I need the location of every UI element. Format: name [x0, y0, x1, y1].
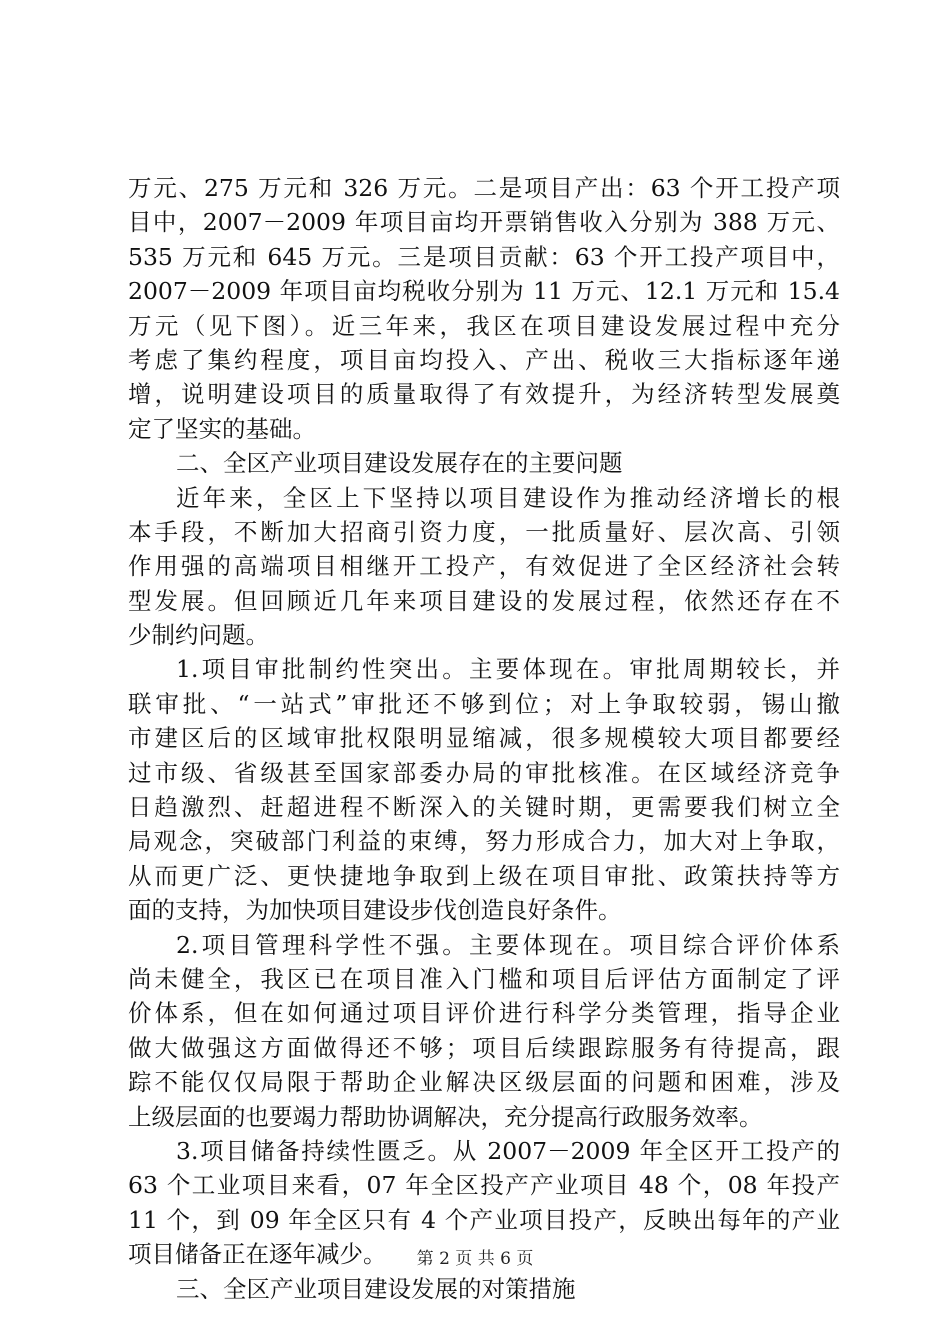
text-line: 从而更广泛、更快捷地争取到上级在项目审批、政策扶持等方 [128, 861, 840, 890]
text-line: 11 个，到 09 年全区只有 4 个产业项目投产，反映出每年的产业 [128, 1205, 840, 1234]
text-line: 3.项目储备持续性匮乏。从 2007－2009 年全区开工投产的 [176, 1136, 840, 1165]
text-line: 市建区后的区域审批权限明显缩减，很多规模较大项目都要经 [128, 724, 840, 753]
text-line: 1.项目审批制约性突出。主要体现在。审批周期较长，并 [176, 655, 840, 684]
document-body [128, 171, 840, 1306]
text-line: 做大做强这方面做得还不够；项目后续跟踪服务有待提高，跟 [128, 1033, 840, 1062]
text-line: 本手段，不断加大招商引资力度，一批质量好、层次高、引领 [128, 517, 840, 546]
text-line: 上级层面的也要竭力帮助协调解决，充分提高行政服务效率。 [128, 1102, 763, 1131]
text-line: 过市级、省级甚至国家部委办局的审批核准。在区域经济竞争 [128, 758, 840, 787]
text-line: 万元、275 万元和 326 万元。二是项目产出：63 个开工投产项 [128, 174, 840, 202]
text-line: 项目储备正在逐年减少。 [128, 1240, 387, 1269]
text-line: 面的支持，为加快项目建设步伐创造良好条件。 [128, 896, 622, 925]
text-line: 局观念，突破部门利益的束缚，努力形成合力，加大对上争取， [128, 827, 840, 856]
text-line: 型发展。但回顾近几年来项目建设的发展过程，依然还存在不 [128, 586, 840, 615]
text-line: 价体系，但在如何通过项目评价进行科学分类管理，指导企业 [128, 999, 840, 1028]
text-line: 作用强的高端项目相继开工投产，有效促进了全区经济社会转 [128, 552, 840, 581]
text-line: 目中，2007－2009 年项目亩均开票销售收入分别为 388 万元、 [128, 208, 840, 237]
text-line: 日趋激烈、赶超进程不断深入的关键时期，更需要我们树立全 [128, 793, 840, 822]
text-line: 万元（见下图）。近三年来，我区在项目建设发展过程中充分 [128, 311, 840, 340]
text-line: 尚未健全，我区已在项目准入门槛和项目后评估方面制定了评 [128, 964, 840, 993]
text-line: 少制约问题。 [128, 621, 269, 650]
text-line: 2.项目管理科学性不强。主要体现在。项目综合评价体系 [176, 930, 840, 959]
text-line: 定了坚实的基础。 [128, 414, 316, 443]
text-line: 近年来，全区上下坚持以项目建设作为推动经济增长的根 [176, 483, 840, 512]
text-line: 535 万元和 645 万元。三是项目贡献：63 个开工投产项目中， [128, 242, 840, 271]
text-line: 踪不能仅仅局限于帮助企业解决区级层面的问题和困难，涉及 [128, 1068, 840, 1097]
text-line: 联审批、“一站式”审批还不够到位；对上争取较弱，锡山撤 [128, 689, 840, 718]
text-line: 63 个工业项目来看，07 年全区投产产业项目 48 个，08 年投产 [128, 1171, 840, 1200]
text-line: 考虑了集约程度，项目亩均投入、产出、税收三大指标逐年递 [128, 345, 840, 374]
text-line: 2007－2009 年项目亩均税收分别为 11 万元、12.1 万元和 15.4 [128, 277, 840, 306]
section-heading: 二、全区产业项目建设发展存在的主要问题 [176, 449, 623, 478]
text-line: 增，说明建设项目的质量取得了有效提升，为经济转型发展奠 [128, 380, 840, 409]
page-footer: 第 2 页 共 6 页 [416, 1249, 534, 1269]
section-heading: 三、全区产业项目建设发展的对策措施 [176, 1274, 576, 1303]
